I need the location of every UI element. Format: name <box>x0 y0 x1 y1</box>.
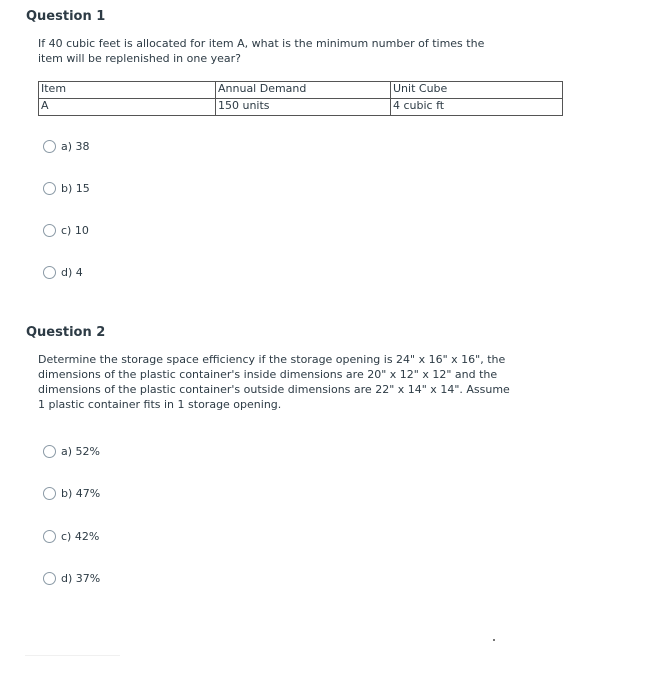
table-header-row <box>39 82 563 99</box>
option-label: b) 47% <box>61 487 101 500</box>
q1-option-b[interactable] <box>43 182 90 195</box>
radio-button-icon[interactable] <box>43 530 56 543</box>
q1-option-a[interactable] <box>43 140 90 153</box>
question-2-text-line: Determine the storage space efficiency if the storage opening is 24" x 16" x 16", the <box>38 353 506 366</box>
option-label: d) 37% <box>61 572 101 585</box>
question-1-text-line: item will be replenished in one year? <box>38 52 241 65</box>
stray-dot <box>493 639 495 641</box>
option-label: b) 15 <box>61 182 90 195</box>
q2-option-c[interactable] <box>43 530 99 543</box>
question-1-title: Question 1 <box>26 9 106 24</box>
question-2-text-line: 1 plastic container fits in 1 storage opening. <box>38 398 282 411</box>
option-label: c) 42% <box>61 530 100 543</box>
radio-button-icon[interactable] <box>43 572 56 585</box>
question-2-text <box>38 352 510 412</box>
radio-button-icon[interactable] <box>43 445 56 458</box>
q2-option-b[interactable] <box>43 487 100 500</box>
table-header-annual-demand: Annual Demand <box>216 82 391 99</box>
question-1-text <box>38 36 484 66</box>
question-2-text-line: dimensions of the plastic container's outside dimensions are 22" x 14" x 14". Assume <box>38 383 510 396</box>
q1-option-c[interactable] <box>43 224 89 237</box>
table-header-item: Item <box>39 82 216 99</box>
question-2-title: Question 2 <box>26 325 106 340</box>
option-label: a) 52% <box>61 445 100 458</box>
radio-button-icon[interactable] <box>43 182 56 195</box>
option-label: d) 4 <box>61 266 83 279</box>
question-2-text-line: dimensions of the plastic container's inside dimensions are 20" x 12" x 12" and the <box>38 368 498 381</box>
q2-option-a[interactable] <box>43 445 100 458</box>
q2-option-d[interactable] <box>43 572 100 585</box>
faint-divider <box>25 655 120 656</box>
table-cell: A <box>39 99 216 116</box>
table-row <box>39 99 563 116</box>
radio-button-icon[interactable] <box>43 224 56 237</box>
table-cell: 150 units <box>216 99 391 116</box>
option-label: a) 38 <box>61 140 90 153</box>
table-cell: 4 cubic ft <box>391 99 563 116</box>
option-label: c) 10 <box>61 224 89 237</box>
radio-button-icon[interactable] <box>43 140 56 153</box>
radio-button-icon[interactable] <box>43 487 56 500</box>
q1-option-d[interactable] <box>43 266 83 279</box>
table-header-unit-cube: Unit Cube <box>391 82 563 99</box>
radio-button-icon[interactable] <box>43 266 56 279</box>
question-1-text-line: If 40 cubic feet is allocated for item A, what is the minimum number of times the <box>38 37 485 50</box>
item-table <box>38 81 563 116</box>
